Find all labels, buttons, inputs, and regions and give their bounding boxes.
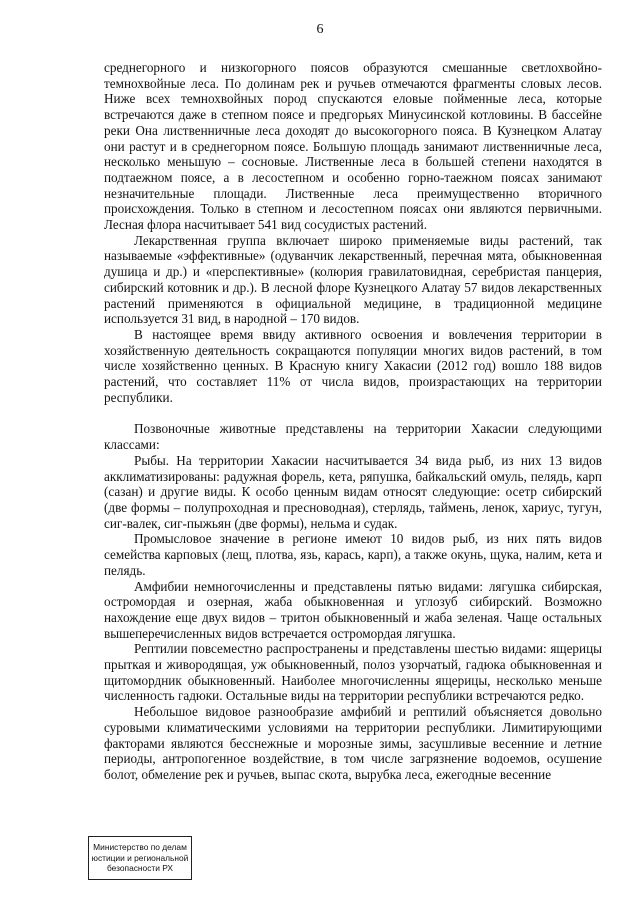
ministry-stamp (88, 836, 192, 880)
document-body (104, 60, 602, 783)
stamp-line-3: безопасности РХ (106, 863, 174, 873)
paragraph-red-book: В настоящее время ввиду активного освоения и вовлечения территории в хозяйственную деятельность сокращаются популяции многих видов растений, в том числе хозяйственно ценных. В Красную книгу Хакасии (2012 год) вошло 188 видов растений, что составляет 11% от числа видов, произрастающих на территории республики. (104, 326, 602, 405)
paragraph-amphibians: Амфибии немногочисленны и представлены пятью видами: лягушка сибирская, остромордая и озерная, жаба обыкновенная и углозуб сибирский. Возможно нахождение еще двух видов – тритон обыкновенный и жаба зеленая. Чаще остальных вышеперечисленных видов встречается остромордая лягушка. (104, 578, 602, 641)
paragraph-medicinal-plants: Лекарственная группа включает широко применяемые виды растений, так называемые «эффективные» (одуванчик лекарственный, перечная мята, обыкновенная душица и др.) и «перспективные» (колюрия гравилатовидная, серебристая панцерия, сибирский котовник и др.). В лесной флоре Кузнецкого Алатау 57 видов лекарственных растений применяются в официальной медицине, в традиционной медицине используется 31 вид, в народной – 170 видов. (104, 232, 602, 327)
paragraph-reptiles: Рептилии повсеместно распространены и представлены шестью видами: ящерицы прыткая и живородящая, уж обыкновенный, полоз узорчатый, гадюка обыкновенная и щитомордник обыкновенный. Наиболее многочисленны ящерицы, несколько меньше численность гадюки. Остальные виды на территории республики встречаются редко. (104, 641, 602, 704)
paragraph-forests: среднегорного и низкогорного поясов образуются смешанные светлохвойно-темнохвойные леса. По долинам рек и ручьев отмечаются фрагменты словых лесов. Ниже всех темнохвойных пород спускаются еловые пойменные леса, которые встречаются даже в степном поясе и предгорьях Минусинской котловины. В бассейне реки Она лиственничные леса доходят до высокогорного пояса. В Кузнецком Алатау они растут и в среднегорном поясе. Большую площадь занимают лиственничные леса, несколько меньшую – сосновые. Лиственные леса в большей степени находятся в подтаежном поясе, а в лесостепном и особенно горно-таежном поясах занимают незначительные площади. Лиственные леса преимущественно вторичного происхождения. Только в степном и лесостепном поясах они являются первичными. Лесная флора насчитывает 541 вид сосудистых растений. (104, 60, 602, 233)
stamp-line-2: юстиции и региональной (91, 852, 189, 863)
paragraph-limiting-factors: Небольшое видовое разнообразие амфибий и рептилий объясняется довольно суровыми климатическими условиями на территории республики. Лимитирующими факторами являются бесснежные и морозные зимы, засушливые весенние и летние периоды, антропогенное воздействие, в том числе загрязнение водоемов, осушение болот, обмеление рек и ручьев, выпас скота, вырубка леса, ежегодные весенние (104, 704, 602, 782)
stamp-line-1: Министерство по делам (93, 842, 187, 852)
paragraph-vertebrates-intro: Позвоночные животные представлены на территории Хакасии следующими классами: (104, 421, 602, 453)
paragraph-fish: Рыбы. На территории Хакасии насчитывается 34 вида рыб, из них 13 видов акклиматизированы: радужная форель, кета, ряпушка, байкальский омуль, пелядь, карп (сазан) и другие виды. К особо ценным видам относят следующие: осетр сибирский (две формы – полупроходная и пресноводная), стерлядь, таймень, ленок, хариус, тугун, сиг-валек, сиг-пыжьян (две формы), нельма и судак. (104, 452, 602, 531)
paragraph-commercial-fish: Промысловое значение в регионе имеют 10 видов рыб, из них пять видов семейства карповых (лещ, плотва, язь, карась, карп), а также окунь, щука, налим, кета и пелядь. (104, 531, 602, 578)
page-number: 6 (316, 22, 324, 37)
paragraph-gap (104, 405, 602, 421)
